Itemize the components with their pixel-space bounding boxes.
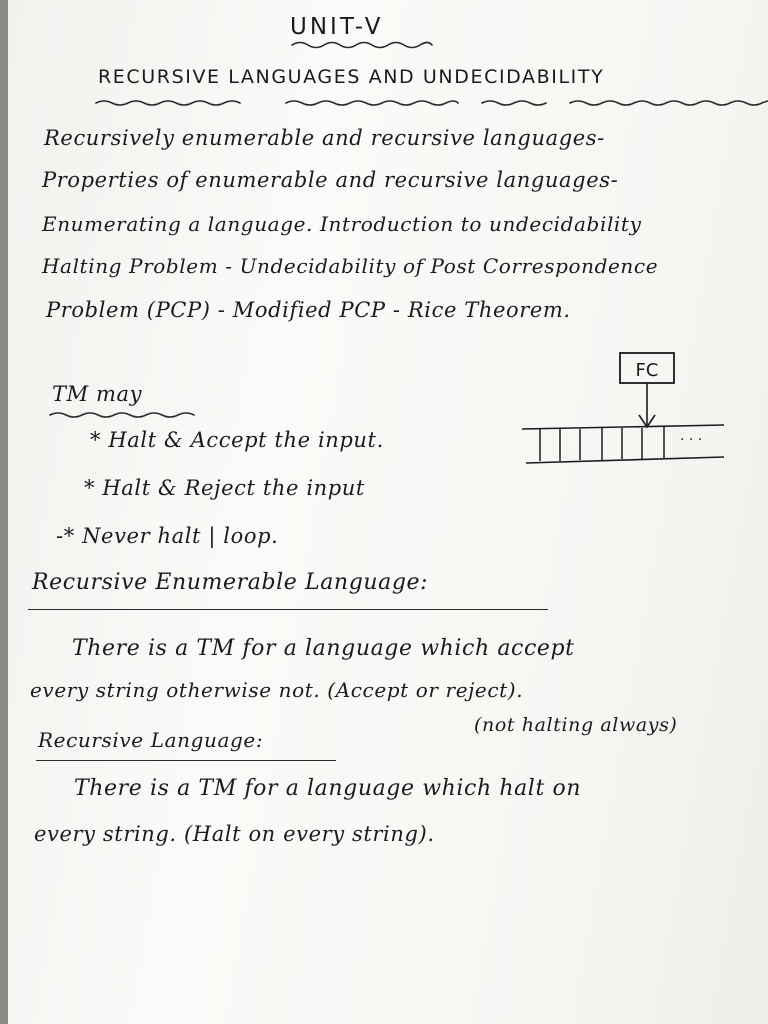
re-note: (not halting always) bbox=[474, 714, 678, 736]
chapter-title-underline bbox=[96, 98, 768, 108]
syllabus-line-3: Enumerating a language. Introduction to undecidability bbox=[42, 212, 642, 236]
re-definition-line-2: every string otherwise not. (Accept or reject). bbox=[30, 678, 524, 702]
tape-diagram bbox=[508, 345, 748, 475]
re-definition-line-1: There is a TM for a language which accept bbox=[72, 636, 575, 661]
tape-ellipsis: . . . bbox=[680, 428, 703, 444]
unit-title-underline bbox=[292, 40, 432, 50]
unit-title: UNIT-V bbox=[290, 14, 384, 40]
re-language-heading: Recursive Enumerable Language: bbox=[32, 570, 429, 595]
tm-heading-underline bbox=[50, 410, 200, 420]
recursive-definition-line-2: every string. (Halt on every string). bbox=[34, 822, 435, 846]
syllabus-line-1: Recursively enumerable and recursive languages- bbox=[44, 126, 605, 150]
tape-head-label: FC bbox=[635, 360, 659, 381]
syllabus-line-4: Halting Problem - Undecidability of Post Correspondence bbox=[42, 254, 659, 278]
notebook-page bbox=[8, 0, 768, 1024]
re-heading-underline bbox=[28, 609, 548, 610]
syllabus-line-5: Problem (PCP) - Modified PCP - Rice Theorem. bbox=[46, 298, 571, 322]
recursive-definition-line-1: There is a TM for a language which halt on bbox=[74, 776, 582, 801]
tm-item-loop: -* Never halt | loop. bbox=[56, 524, 279, 548]
chapter-title: RECURSIVE LANGUAGES AND UNDECIDABILITY bbox=[98, 66, 605, 88]
recursive-heading-underline bbox=[36, 760, 336, 761]
tm-heading: TM may bbox=[52, 382, 143, 406]
tm-item-reject: * Halt & Reject the input bbox=[84, 476, 365, 500]
syllabus-line-2: Properties of enumerable and recursive languages- bbox=[42, 168, 619, 192]
recursive-language-heading: Recursive Language: bbox=[38, 728, 264, 752]
tm-item-accept: * Halt & Accept the input. bbox=[90, 428, 384, 452]
